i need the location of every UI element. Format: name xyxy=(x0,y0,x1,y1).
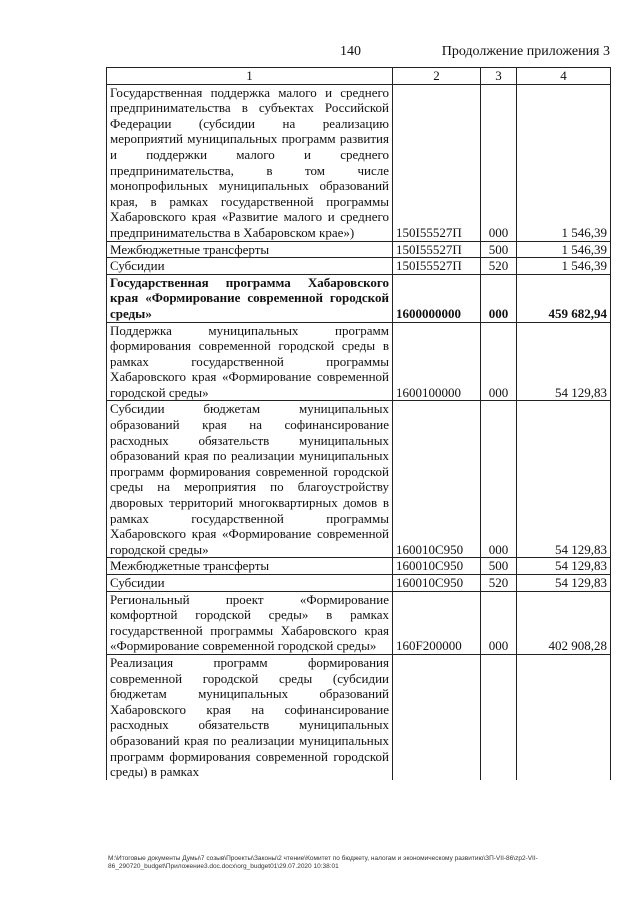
row-expense-type: 000 xyxy=(481,322,517,401)
table-row xyxy=(107,401,611,558)
row-expense-type: 520 xyxy=(481,575,517,592)
row-sum: 54 129,83 xyxy=(517,575,611,592)
row-code: 160F200000 xyxy=(393,591,481,654)
row-code: 160010С950 xyxy=(393,575,481,592)
table-row xyxy=(107,558,611,575)
table-row xyxy=(107,84,611,241)
row-expense-type: 000 xyxy=(481,84,517,241)
table-row xyxy=(107,575,611,592)
row-sum: 54 129,83 xyxy=(517,401,611,558)
budget-table xyxy=(106,67,611,780)
row-sum: 459 682,94 xyxy=(517,274,611,322)
row-expense-type: 500 xyxy=(481,558,517,575)
row-name: Региональный проект «Формирование комфортной городской среды» в рамках государственной программы Хабаровского края «Формирование современной городской среды» xyxy=(107,591,393,654)
row-name: Поддержка муниципальных программ формирования современной городской среды в рамках государственной программы Хабаровского края «Формирование современной городской среды» xyxy=(107,322,393,401)
column-header-3: 3 xyxy=(481,68,517,85)
table-row xyxy=(107,258,611,275)
row-name: Государственная поддержка малого и среднего предпринимательства в субъектах Российской Федерации (субсидии на реализацию мероприятий муниципальных программ развития и поддержки малого и среднего предпринимательства, в том числе монопрофильных муниципальных образований края, в рамках государственной программы Хабаровского края «Развитие малого и среднего предпринимательства в Хабаровском крае») xyxy=(107,84,393,241)
row-expense-type: 000 xyxy=(481,591,517,654)
page-number: 140 xyxy=(340,44,361,59)
row-code: 160010С950 xyxy=(393,401,481,558)
column-header-1: 1 xyxy=(107,68,393,85)
row-code: 1600000000 xyxy=(393,274,481,322)
row-expense-type: 000 xyxy=(481,401,517,558)
row-sum: 1 546,39 xyxy=(517,84,611,241)
row-name: Межбюджетные трансферты xyxy=(107,241,393,258)
row-sum: 54 129,83 xyxy=(517,558,611,575)
table-row-continued xyxy=(107,654,611,779)
file-path-footer: M:\Итоговые документы Думы\7 созыв\Проекты\Законы\2 чтение\Комитет по бюджету, налогам и экономическому развитию\ЗП-VII-86\zp2-VII-86_290720_budget\Приложение3.doc.docx\org_budget01\29.07.2020 10:38:01 xyxy=(108,855,538,870)
row-sum: 402 908,28 xyxy=(517,591,611,654)
column-header-4: 4 xyxy=(517,68,611,85)
table-header-row xyxy=(107,68,611,85)
row-sum: 54 129,83 xyxy=(517,322,611,401)
table-row xyxy=(107,241,611,258)
row-name: Субсидии xyxy=(107,575,393,592)
table-row xyxy=(107,591,611,654)
row-code: 150I55527П xyxy=(393,241,481,258)
row-name: Межбюджетные трансферты xyxy=(107,558,393,575)
row-expense-type xyxy=(481,654,517,779)
row-name: Реализация программ формирования современной городской среды (субсидии бюджетам муниципальных образований Хабаровского края на софинансирование расходных обязательств муниципальных образований края по реализации муниципальных программ формирования современной городской среды) в рамках xyxy=(107,654,393,779)
row-sum: 1 546,39 xyxy=(517,258,611,275)
row-code: 160010С950 xyxy=(393,558,481,575)
table-row-program xyxy=(107,274,611,322)
row-expense-type: 500 xyxy=(481,241,517,258)
row-sum: 1 546,39 xyxy=(517,241,611,258)
row-sum xyxy=(517,654,611,779)
table-row xyxy=(107,322,611,401)
column-header-2: 2 xyxy=(393,68,481,85)
row-code: 150I55527П xyxy=(393,84,481,241)
row-code xyxy=(393,654,481,779)
row-name: Государственная программа Хабаровского края «Формирование современной городской среды» xyxy=(107,274,393,322)
row-expense-type: 000 xyxy=(481,274,517,322)
row-code: 150I55527П xyxy=(393,258,481,275)
row-name: Субсидии бюджетам муниципальных образований края на софинансирование расходных обязательств муниципальных образований края по реализации муниципальных программ формирования современной городской среды на мероприятия по благоустройству дворовых территорий многоквартирных домов в рамках государственной программы Хабаровского края «Формирование современной городской среды» xyxy=(107,401,393,558)
continuation-label: Продолжение приложения 3 xyxy=(441,44,610,59)
row-code: 1600100000 xyxy=(393,322,481,401)
row-name: Субсидии xyxy=(107,258,393,275)
row-expense-type: 520 xyxy=(481,258,517,275)
